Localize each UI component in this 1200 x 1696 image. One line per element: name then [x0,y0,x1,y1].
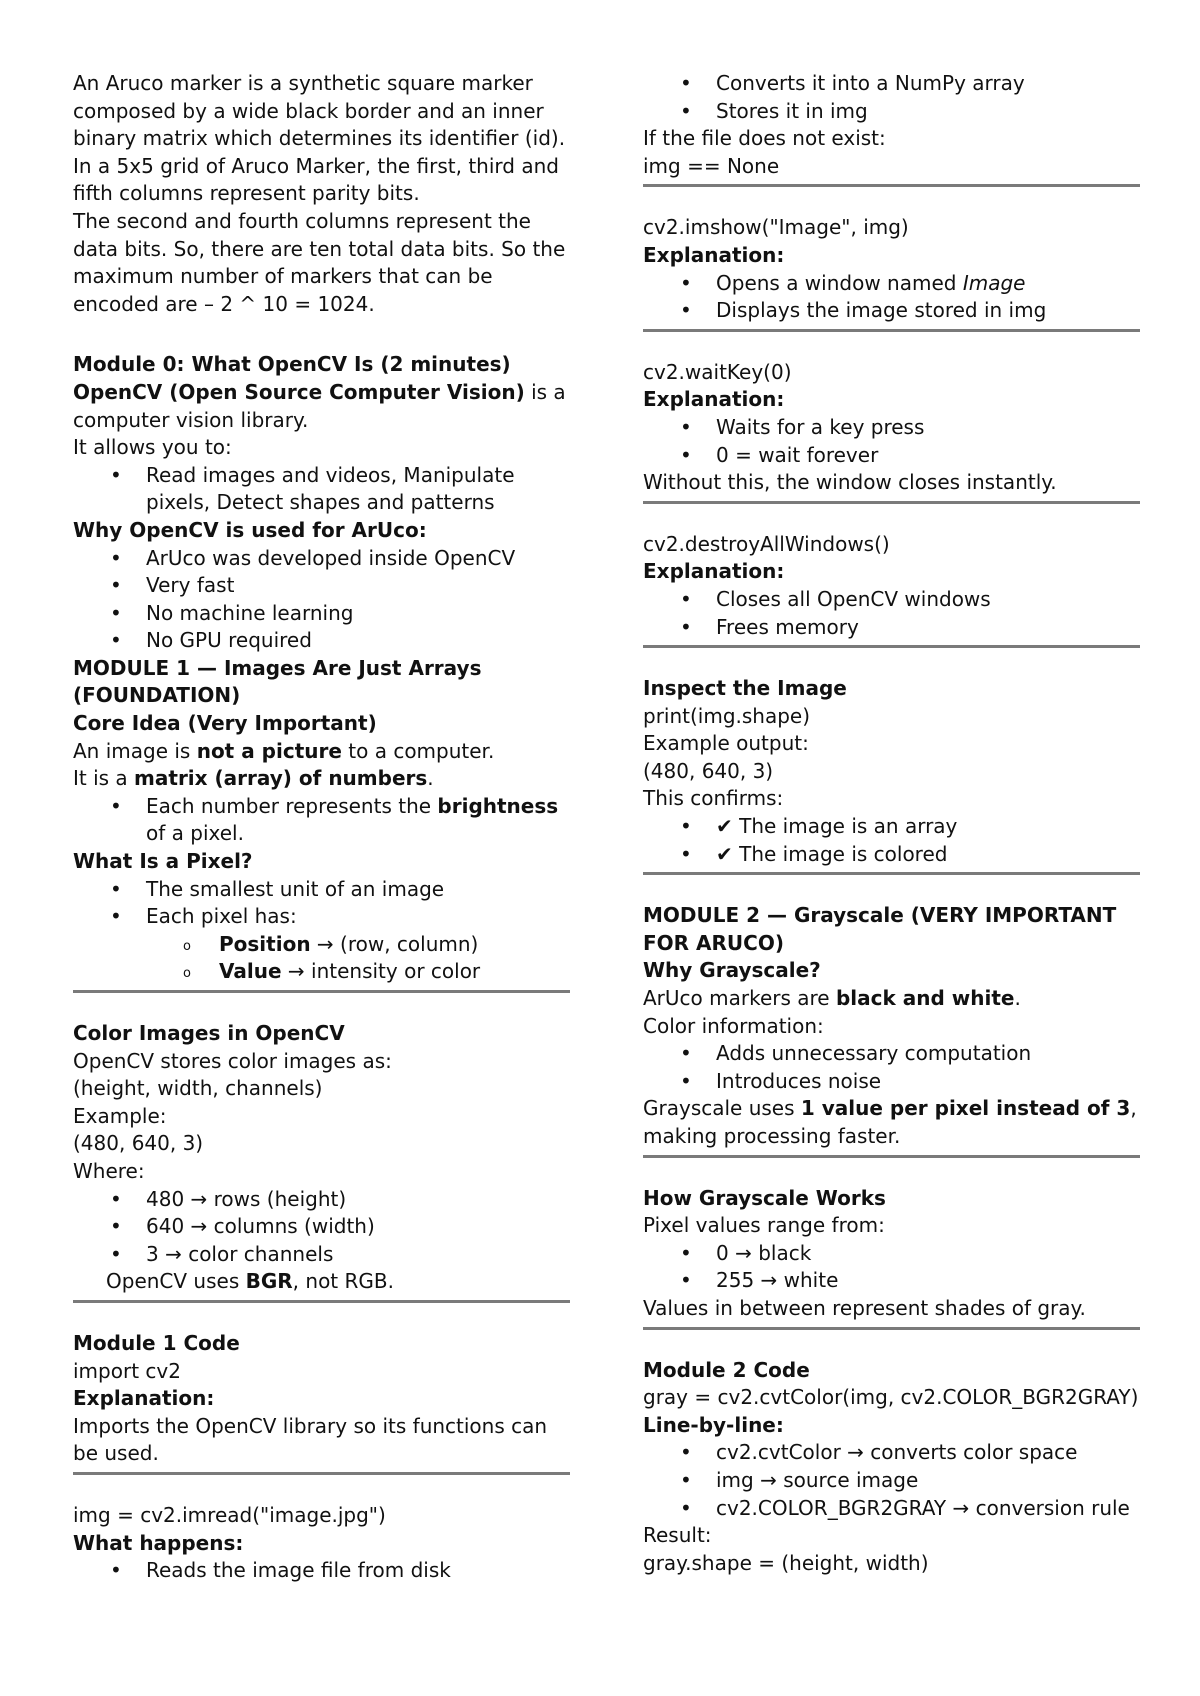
pixel-sublist [73,931,573,986]
section-divider [643,184,1140,187]
brightness-list [73,793,573,848]
list-item: • Closes all OpenCV windows [643,586,1143,614]
why-list [73,545,573,655]
pixel-list [73,876,573,931]
allows-line: It allows you to: [73,435,232,460]
list-item: • Introduces noise [643,1068,1143,1096]
section-divider [643,329,1140,332]
range-list [643,1240,1143,1295]
section-divider [643,1155,1140,1158]
code-line: img = cv2.imread("image.jpg") [73,1502,386,1527]
module1-code-heading: Module 1 Code [73,1330,240,1355]
not-a-picture-line: An image is not a picture to a computer. [73,738,495,763]
line-by-line-heading: Line-by-line: [643,1412,784,1437]
explanation-heading: Explanation: [643,242,785,267]
how-grayscale-heading: How Grayscale Works [643,1185,886,1210]
text-line: print(img.shape) [643,703,811,728]
section-divider [643,872,1140,875]
code-line: cv2.waitKey(0) [643,359,792,384]
section-divider [643,1327,1140,1330]
text-line: OpenCV stores color images as: [73,1048,392,1073]
left-column [73,70,573,1585]
text-line: Example output: [643,731,809,756]
explanation-text: Imports the OpenCV library so its functions can be used. [73,1413,548,1466]
code-line: import cv2 [73,1358,181,1383]
code-line: cv2.destroyAllWindows() [643,531,890,556]
list-item: • 480 → rows (height) [73,1186,573,1214]
list-item: • Converts it into a NumPy array [643,70,1143,98]
dimensions-list [73,1186,573,1269]
color-images-heading: Color Images in OpenCV [73,1021,345,1045]
list-item: • ✔ The image is colored [643,841,1143,869]
text-line: (480, 640, 3) [643,758,774,783]
destroy-list [643,586,1143,641]
module0-heading: Module 0: What OpenCV Is (2 minutes) [73,352,511,377]
text-line: (height, width, channels) [73,1076,323,1101]
list-item: • Read images and videos, Manipulate pixels, Detect shapes and patterns [73,462,573,517]
list-item: • img → source image [643,1467,1143,1495]
text-line: Example: [73,1103,167,1128]
text-line: Color information: [643,1013,824,1038]
list-item: • 255 → white [643,1267,1143,1295]
allows-list [73,462,573,517]
code-line: cv2.imshow("Image", img) [643,215,909,240]
text-line: Result: [643,1523,712,1548]
core-idea-heading: Core Idea (Very Important) [73,711,377,736]
list-item: • Very fast [73,572,573,600]
bgr-note: OpenCV uses BGR, not RGB. [106,1269,394,1294]
waitkey-list [643,414,1143,469]
imshow-list [643,270,1143,325]
pixel-heading: What Is a Pixel? [73,849,253,874]
grayscale-line: Grayscale uses 1 value per pixel instead of 3, making processing faster. [643,1096,1137,1148]
text-line: Pixel values range from: [643,1213,885,1238]
code-line: gray.shape = (height, width) [643,1550,929,1575]
intro-paragraph: In a 5x5 grid of Aruco Marker, the first, third and fifth columns represent parity bits. [73,153,559,206]
right-column [643,70,1143,1577]
text-line: If the file does not exist: [643,126,886,151]
explanation-heading: Explanation: [643,387,785,412]
section-divider [643,645,1140,648]
list-item: • 640 → columns (width) [73,1213,573,1241]
list-item: • cv2.COLOR_BGR2GRAY → conversion rule [643,1495,1143,1523]
list-item: • Reads the image file from disk [73,1557,573,1585]
why-grayscale-heading: Why Grayscale? [643,958,821,983]
sub-list-item: o Position → (row, column) [73,931,573,959]
code-line: gray = cv2.cvtColor(img, cv2.COLOR_BGR2GRAY) [643,1385,1139,1410]
line-by-line-list [643,1439,1143,1522]
list-item: • ✔ The image is an array [643,813,1143,841]
what-happens-heading: What happens: [73,1530,244,1555]
confirms-list [643,813,1143,868]
list-item: • No machine learning [73,600,573,628]
explanation-heading: Explanation: [643,559,785,584]
list-item: • 3 → color channels [73,1241,573,1269]
imread-continued-list [643,70,1143,125]
module2-heading: MODULE 2 — Grayscale (VERY IMPORTANT FOR ARUCO) [643,903,1117,955]
list-item: • ArUco was developed inside OpenCV [73,545,573,573]
intro-paragraph: The second and fourth columns represent the data bits. So, there are ten total data bits. So the maximum number of markers that can be encoded are – 2 ^ 10 = 1024. [73,208,566,316]
list-item: • Waits for a key press [643,414,1143,442]
list-item: • No GPU required [73,627,573,655]
text-line: Without this, the window closes instantly. [643,470,1057,495]
list-item: • Adds unnecessary computation [643,1040,1143,1068]
section-divider [73,1300,570,1303]
module2-code-heading: Module 2 Code [643,1357,810,1382]
list-item: • Frees memory [643,614,1143,642]
why-opencv-heading: Why OpenCV is used for ArUco: [73,517,427,542]
text-line: Values in between represent shades of gray. [643,1295,1086,1320]
list-item: • Displays the image stored in img [643,297,1143,325]
explanation-heading: Explanation: [73,1386,215,1411]
text-line: Where: [73,1158,145,1183]
module1-heading: MODULE 1 — Images Are Just Arrays (FOUNDATION) [73,655,482,708]
section-divider [643,501,1140,504]
text-line: This confirms: [643,786,784,811]
section-divider [73,990,570,993]
list-item: • 0 = wait forever [643,442,1143,470]
list-item: • Each number represents the brightness of a pixel. [73,793,573,848]
list-item: • 0 → black [643,1240,1143,1268]
color-info-list [643,1040,1143,1095]
matrix-line: It is a matrix (array) of numbers. [73,766,434,791]
aruco-line: ArUco markers are black and white. [643,986,1021,1011]
text-line: img == None [643,153,780,178]
opencv-definition: OpenCV (Open Source Computer Vision) is a computer vision library. [73,379,566,432]
sub-list-item: o Value → intensity or color [73,958,573,986]
section-divider [73,1472,570,1475]
list-item: • cv2.cvtColor → converts color space [643,1439,1143,1467]
intro-paragraph: An Aruco marker is a synthetic square marker composed by a wide black border and an inner binary matrix which determines its identifier (id). [73,71,566,151]
list-item: • Stores it in img [643,98,1143,126]
list-item: • Opens a window named Image [643,270,1143,298]
list-item: • The smallest unit of an image [73,876,573,904]
imread-list [73,1557,573,1585]
text-line: (480, 640, 3) [73,1131,204,1156]
list-item: • Each pixel has: [73,903,573,931]
inspect-heading: Inspect the Image [643,676,847,701]
